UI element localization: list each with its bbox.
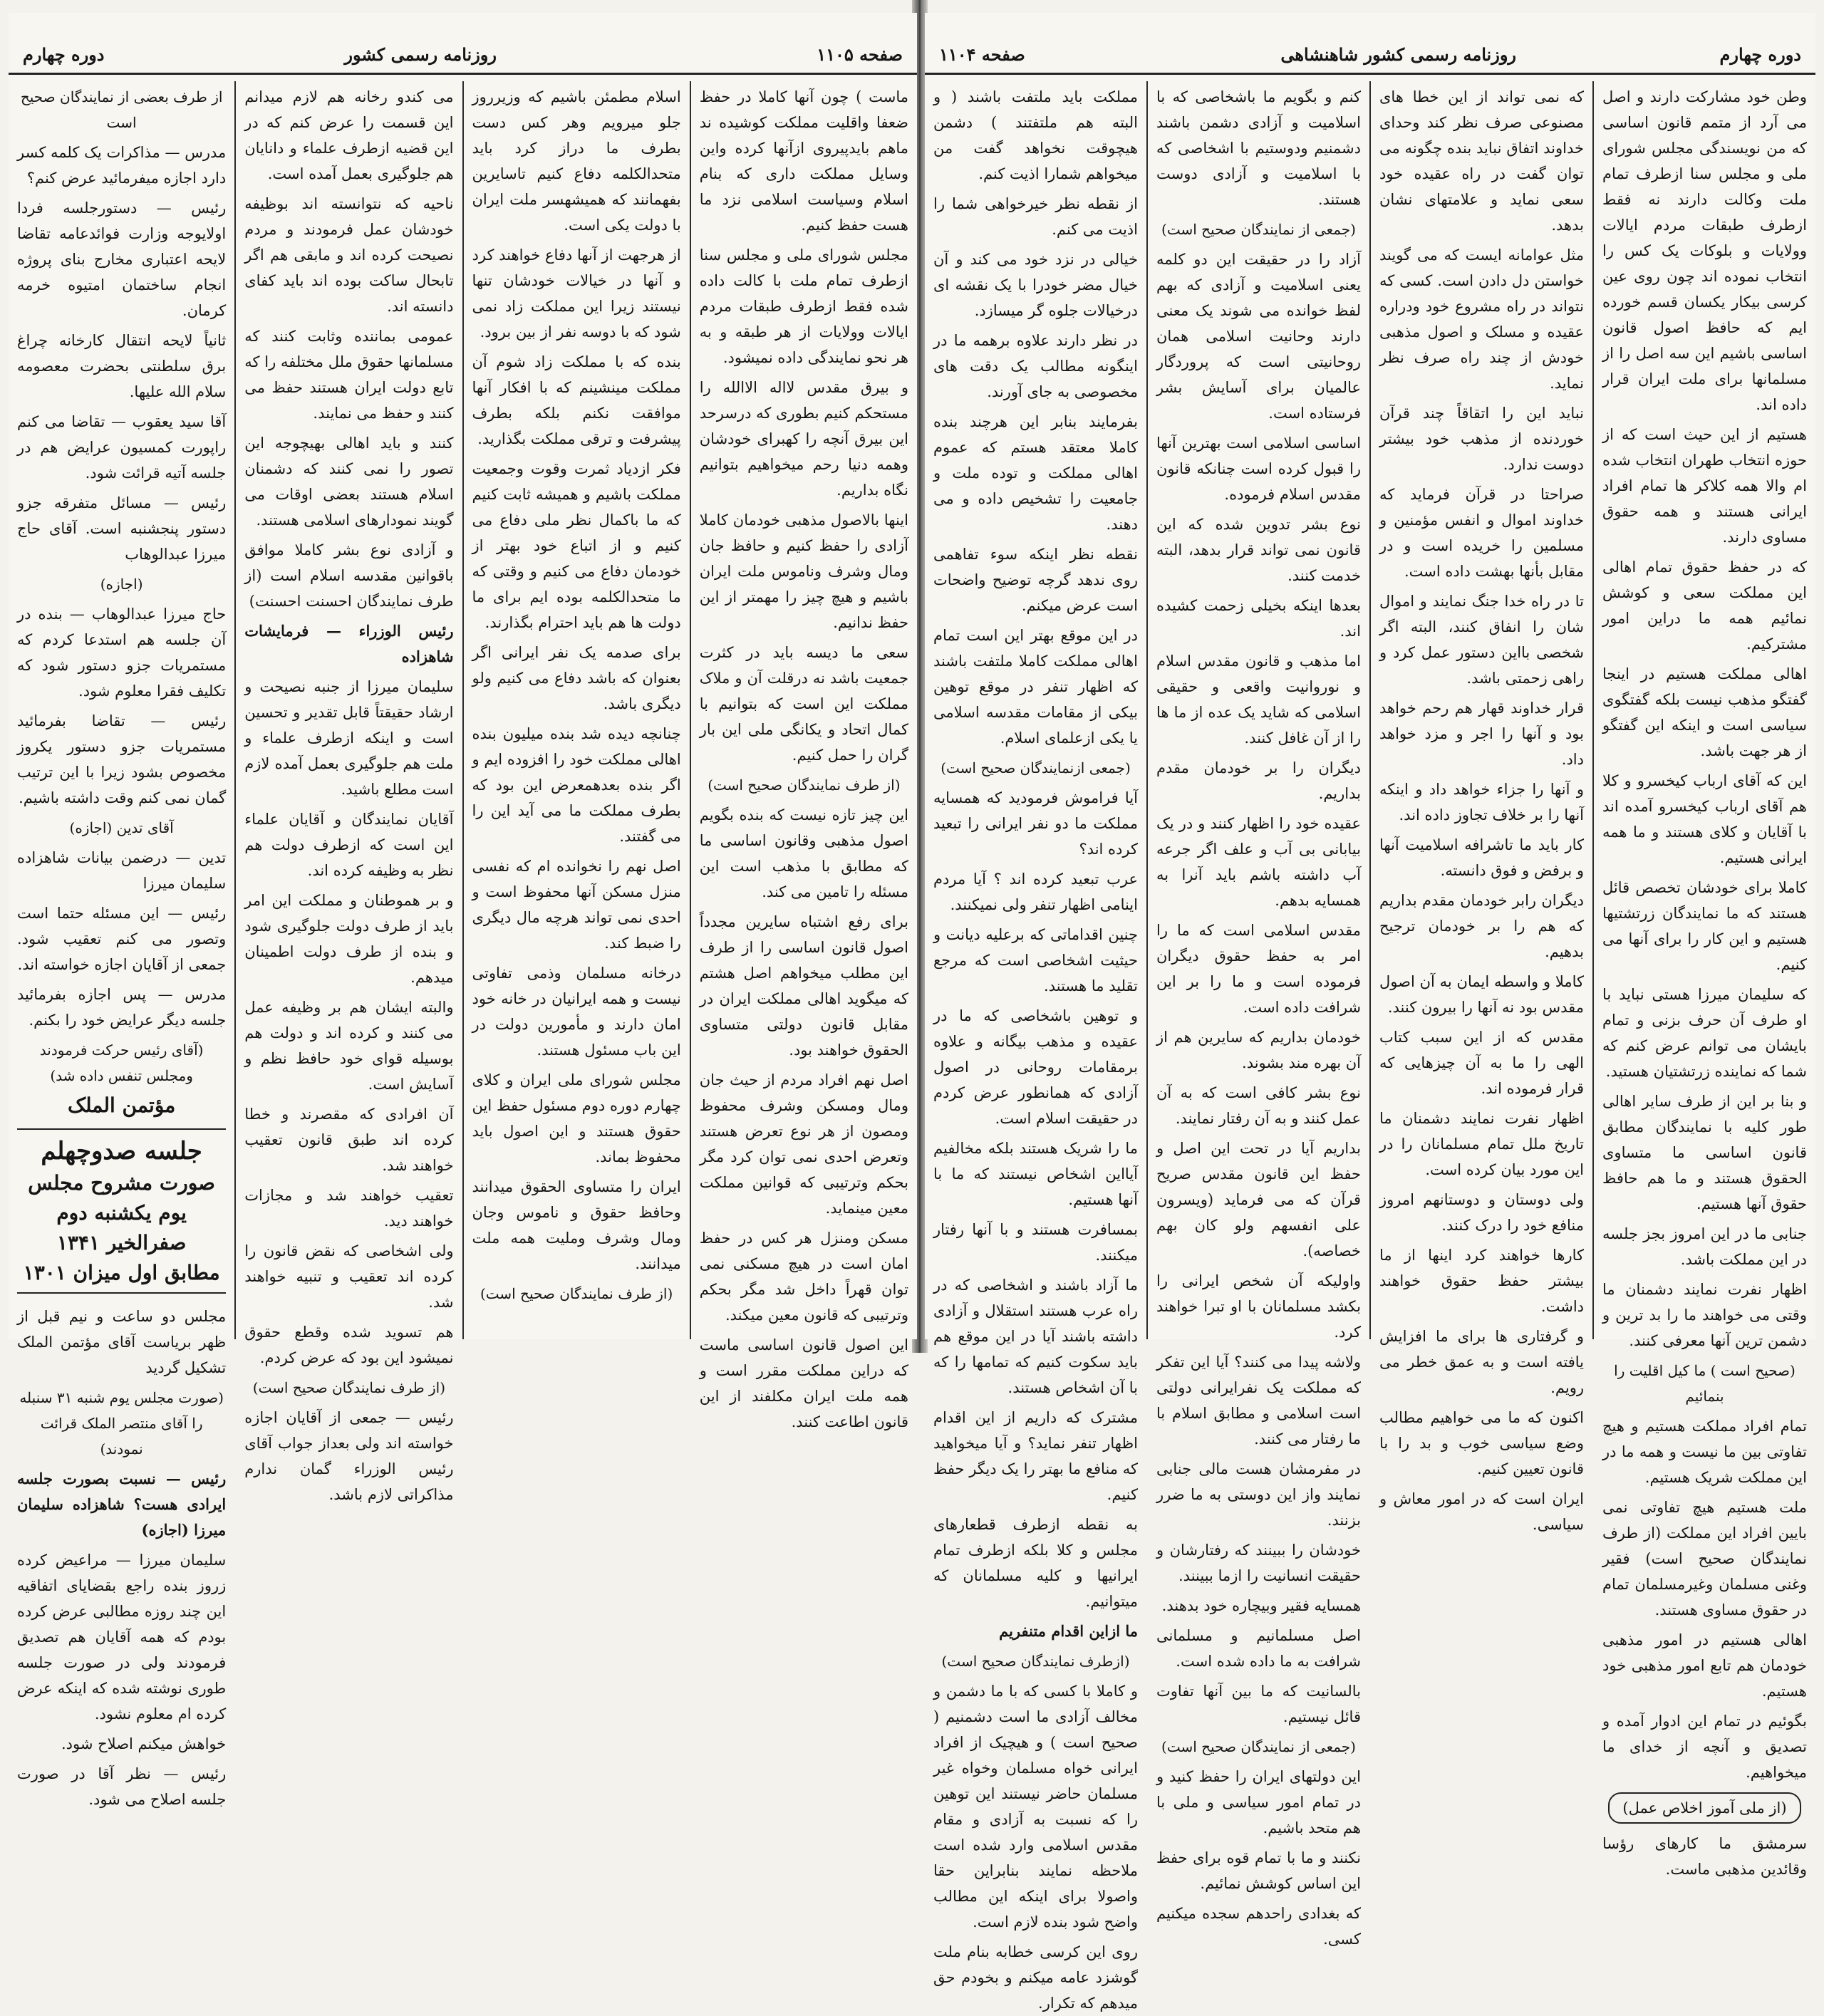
paragraph: آن افرادی که مقصرند و خطا کرده اند طبق قانون تعقیب خواهند شد. (244, 1106, 454, 1174)
paragraph: مشترک که داریم از این اقدام اظهار تنفر نماید؟ و آیا میخواهید که منافع ما بهتر را یک دیگر حفظ کنیم. (933, 1409, 1138, 1503)
paragraph: رئیس — مسائل متفرقه جزو دستور پنجشنبه است. آقای حاج میرزا عبدالوهاب (17, 494, 227, 563)
president-signature: مؤتمن الملک (67, 1093, 176, 1117)
paragraph: در مفرمشان هست مالی جنابی نمایند واز این دوستی به ما ضرر بزنند. (1156, 1460, 1361, 1529)
paragraph: و توهین باشخاصی که ما در عقیده و مذهب بیگانه و علاوه برمقامات روحانی در اصول آزادی که همانطور عرض کردم در حقیقت اسلام است. (933, 1007, 1138, 1127)
paragraph: سلیمان میرزا از جنبه نصیحت و ارشاد حقیقتاً قابل تقدیر و تحسین است و اینکه ازطرف علماء و ملت هم جلوگیری بعمل آمده لازم است مطلع باشید. (244, 678, 454, 798)
paragraph: نوع بشر تدوین شده که این قانون نمی تواند قرار بدهد، البته خدمت کنند. (1156, 516, 1361, 584)
paragraph: اهالی هستیم در امور مذهبی خودمان هم تابع امور مذهبی خود هستیم. (1602, 1631, 1807, 1700)
paragraph: واولیکه آن شخص ایرانی را بکشد مسلمانان با او تبرا خواهند کرد. (1156, 1272, 1361, 1341)
paragraph: ولی دوستان و دوستانهم امروز منافع خود را درک کنند. (1379, 1191, 1584, 1234)
paragraph: از نقطه نظر خیرخواهی شما را اذیت می کنم. (933, 195, 1138, 238)
right-col-3 (1146, 81, 1369, 1948)
paragraph: اکنون که ما می خواهیم مطالب وضع سیاسی خوب و بد را با قانون تعیین کنیم. (1379, 1409, 1584, 1477)
paragraph: خیالی در نزد خود می کند و آن خیال مضر خودرا با یک نقشه ای درخیالات جلوه گر میسازد. (933, 251, 1138, 319)
right-page-header (925, 38, 1815, 75)
paragraph: که بغدادی راحدهم سجده میکنیم کسی. (1156, 1905, 1361, 1948)
paragraph: هستیم از این حیث است که از حوزه انتخاب طهران انتخاب شده ام والا همه کلاکر ها تمام افراد ایرانی هستند و همه حقوق مساوی دارند. (1602, 426, 1807, 546)
paragraph: و کاملا با کسی که با ما دشمن و مخالف آزادی ما است دشمنیم ( صحیح است ) و هیچیک از افراد ایرانی خواه مسلمان وخواه غیر مسلمان حاضر نیستند این توهین را که نسبت به آزادی و مقام مقدس اسلامی وارد شده است ملاحظه نمایند بنابراین حقا واصولا برای اینکه این مطالب واضح شود بنده لازم است. (933, 1683, 1138, 1931)
paragraph: روی این کرسی خطابه بنام ملت گوشزد عامه میکنم و بخودم حق میدهم که تکرار. (933, 1943, 1138, 2012)
paragraph: بفرمایند بنابر این هرچند بنده کاملا معتقد هستم که عموم اهالی مملکت و توده ملت و جامعیت را تشخیص داده و می دهند. (933, 413, 1138, 533)
left-paper-name: روزنامه رسمی کشور (344, 44, 497, 65)
approval-note: (جمعی از نمایندگان صحیح است) (1161, 221, 1356, 238)
approval-note: (ازطرف نمایندگان صحیح است) (941, 1653, 1130, 1670)
right-columns (925, 81, 1815, 2012)
paragraph: مجلس شورای ملی و مجلس سنا ازطرف تمام ملت با کالت داده شده فقط ازطرف طبقات مردم ایالات وولایات از هر طبقه و به هر نحو نمایندگی داده نمیشود. (699, 246, 908, 366)
paragraph: سلیمان میرزا — مراعیض کرده زروز بنده راجع بقضایای اتفاقیه این چند روزه مطالبی عرض کرده بودم که همه آقایان هم تصدیق فرمودند ولی در صورت جلسه طوری نوشته شده که اینکه عرض کرده ام معلوم نشود. (17, 1552, 227, 1723)
approval-note: (از طرف نمایندگان صحیح است) (252, 1379, 446, 1396)
paragraph: ایران را متساوی الحقوق میدانند وحافظ حقوق و ناموس وجان ومال وشرف وملیت همه ملت میدانند. (472, 1178, 681, 1272)
right-period: دوره چهارم (1719, 44, 1801, 65)
paragraph: بداریم آیا در تحت این اصل و حفظ این قانون مقدس صریح قرآن که می فرماید (ویسرون علی انفسهم ولو کان بهم خصاصه). (1156, 1140, 1361, 1259)
paragraph: کارها خواهند کرد اینها از ما بیشتر حفظ حقوق خواهند داشت. (1379, 1247, 1584, 1315)
left-columns (9, 81, 917, 1808)
paragraph: خودشان را ببینند که رفتارشان و حقیقت انسانیت را ازما ببینند. (1156, 1542, 1361, 1584)
paragraph: اما مذهب و قانون مقدس اسلام و نوروانیت واقعی و حقیقی اسلامی که شاید یک عده از ما ها را از آن غافل کنند. (1156, 653, 1361, 747)
paragraph: کنم و بگویم ما باشخاصی که با اسلامیت و آزادی دشمن باشند دشمنیم ودوستیم با اشخاصی که با اسلامیت و آزادی دوست هستند. (1156, 88, 1361, 208)
paragraph: نکنند و ما با تمام قوه برای حفظ این اساس کوشش نمائیم. (1156, 1849, 1361, 1892)
paragraph: عمومی بماننده وثابت کنند که مسلمانها حقوق ملل مختلفه را که تابع دولت ایران هستند حفظ می کنند و حفظ می نمایند. (244, 328, 454, 422)
paragraph: نقطه نظر اینکه سوء تفاهمی روی ندهد گرچه توضیح واضحات است عرض میکنم. (933, 546, 1138, 614)
paragraph: بگوئیم در تمام این ادوار آمده و تصدیق و آنچه از خدای ما میخواهیم. (1602, 1713, 1807, 1781)
paragraph: مقدس اسلامی است که ما را امر به حفظ حقوق دیگران فرموده است و ما را بر این شرافت داده است. (1156, 922, 1361, 1016)
speaker-line: رئیس — نسبت بصورت جلسه ایرادی هست؟ شاهزاده سلیمان میرزا (اجازه) (17, 1470, 227, 1539)
approval-note: (از طرف نمایندگان صحیح است) (480, 1285, 673, 1302)
paragraph: مملکت باید ملتفت باشند ( و البته هم ملتفتند ) دشمن هیچوقت نخواهد گفت من میخواهم شمارا اذیت کنم. (933, 88, 1138, 182)
paragraph: رئیس — دستورجلسه فردا اولایوجه وزارت فوائدعامه تقاضا لایحه اعتباری مخارج بنای پروژه انجام ساختمان امتیوه خرمه کرمان. (17, 199, 227, 319)
approval-note: (صحیح است ) ما کیل اقلیت را بنمائیم (1614, 1362, 1796, 1405)
left-col-4 (9, 81, 234, 1808)
paragraph: نباید این را اتقاقاً چند قرآن خوردنده از مذهب خود بیشتر دوست ندارد. (1379, 405, 1584, 473)
paragraph: فکر ازدیاد ثمرت وقوت وجمعیت مملکت باشیم و همیشه ثابت کنیم که ما باکمال نظر ملی دفاع می کنیم و از اتباع خود بهتر از خودمان دفاع می کنیم و وقتی که ما متحدالکلمه بوده ایم برای ما دولت ها هم باید احترام بگذارند. (472, 460, 681, 631)
paragraph: رئیس — جمعی از آقایان اجازه خواسته اند ولی بعداز جواب آقای رئیس الوزراء گمان ندارم مذاکراتی لازم باشد. (244, 1409, 454, 1503)
paragraph: چنانچه دیده شد بنده میلیون بنده اهالی مملکت خود را افزوده ایم و اگر بنده بعدهمعرض این بود که بطرف مملکت ما می آید این را می گفتند. (472, 725, 681, 845)
paragraph: و بنا بر این از طرف سایر اهالی طور کلیه با نمایندگان مطابق قانون اساسی ما متساوی الحقوق هستند و ما هم حافظ حقوق آنها هستیم. (1602, 1093, 1807, 1212)
paragraph: و آزادی نوع بشر کاملا موافق باقوانین مقدسه اسلام است (از طرف نمایندگان احسنت احسنت) (244, 541, 454, 610)
paragraph: جنابی ما در این امروز بجز جلسه در این مملکت باشد. (1602, 1225, 1807, 1268)
paragraph: ولاشه پیدا می کنند؟ آیا این تفکر که مملکت یک نفرایرانی دولتی است اسلامی و مطابق اسلام با ما رفتار می کنند. (1156, 1353, 1361, 1448)
paragraph: مقدس که از این سبب کتاب الهی را ما به آن چیزهایی که قرار فرموده اند. (1379, 1029, 1584, 1097)
left-period: دوره چهارم (23, 44, 105, 65)
paragraph: عرب تبعید کرده اند ؟ آیا مردم اینامی اظهار تنفر ولی نمیکنند. (933, 871, 1138, 913)
paragraph: دیگران رابر خودمان مقدم بداریم که هم را بر خودمان ترجیح بدهیم. (1379, 892, 1584, 960)
left-col-2 (462, 81, 690, 1339)
paragraph: این اصول قانون اساسی ماست که دراین مملکت مقرر است و همه ملت ایران مکلفند از این قانون اطاعت کنند. (699, 1336, 908, 1430)
paragraph: اینها بالاصول مذهبی خودمان کاملا آزادی را حفظ کنیم و حافظ جان ومال وشرف وناموس ملت ایران باشیم و هیچ چیز را مهمتر از این حفظ ندانیم. (699, 511, 908, 631)
approval-note: (جمعی از نمایندگان صحیح است) (1161, 1738, 1356, 1755)
minutes-note: (صورت مجلس یوم شنبه ۳۱ سنبله را آقای منتصر الملک قرائت نمودند) (19, 1389, 224, 1458)
left-col-1 (690, 81, 917, 1430)
paragraph: رئیس — تقاضا بفرمائید مستمریات جزو دستور یکروز مخصوص بشود زیرا با این ترتیب گمان نمی کنم وقت داشته باشیم. (17, 712, 227, 806)
paragraph: خواهش میکنم اصلاح شود. (61, 1735, 227, 1752)
paragraph: اصل نهم را نخوانده ام که نفسی منزل مسکن آنها محفوظ است و احدی نمی تواند هرچه مال دیگری را ضبط کند. (472, 858, 681, 952)
paragraph: آقایان نمایندگان و آقایان علماء این است که ازطرف دولت هم نظر به وظیفه کرده اند. (244, 811, 454, 879)
paragraph: نوع بشر کافی است که به آن عمل کنند و به آن رفتار نمایند. (1156, 1084, 1361, 1127)
paragraph: ثانیاً لایحه انتقال کارخانه چراغ برق سلطنتی بحضرت معصومه سلام الله علیها. (17, 332, 227, 400)
paragraph: خودمان بداریم که سایرین هم از آن بهره مند بشوند. (1156, 1029, 1361, 1071)
right-col-1 (1592, 81, 1815, 1878)
paragraph: سرمشق ما کارهای رؤسا وقائدین مذهبی ماست. (1602, 1835, 1807, 1878)
paragraph: حاج میرزا عبدالوهاب — بنده در آن جلسه هم استدعا کردم که مستمریات جزو دستور شود که تکلیف فقرا معلوم شود. (17, 606, 227, 700)
paragraph: همسایه فقیر وبیچاره خود بدهند. (1161, 1597, 1361, 1614)
paragraph: این که آقای ارباب کیخسرو و کلا هم آقای ارباب کیخسرو آمده اند با آقایان و کلای هستند و ما همه ایرانی هستیم. (1602, 772, 1807, 866)
paragraph: مسکن ومنزل هر کس در حفظ امان است در هیچ مسکنی نمی توان قهراً داخل شد مگر بحکم وترتیبی که قانون معین میکند. (699, 1230, 908, 1324)
paragraph: مدرس — مذاکرات یک کلمه کسر دارد اجازه میفرمائید عرض کنم؟ (17, 144, 227, 187)
session-number: جلسه صدوچهلم (41, 1137, 202, 1165)
right-page (925, 13, 1815, 2012)
left-page-header (9, 38, 917, 75)
paragraph: و بر هموطنان و مملکت این امر باید از طرف دولت جلوگیری شود و بنده از طرف دولت اطمینان میدهم. (244, 892, 454, 986)
paragraph: تا در راه خدا جنگ نمایند و اموال شان را انفاق کنند، البته اگر شخصی بااین دستور عمل کرد و راهی زحمتی باشد. (1379, 593, 1584, 687)
right-col-4 (925, 81, 1146, 2012)
approval-note: (از طرف نمایندگان صحیح است) (708, 776, 901, 794)
paragraph: مجلس دو ساعت و نیم قبل از ظهر بریاست آقای مؤتمن الملک تشکیل گردید (17, 1308, 227, 1376)
paragraph: که سلیمان میرزا هستی نباید با او طرف آن حرف بزنی و تمام بایشان می توانم عرض کنم که شما که نماینده زرتشتیان هستید. (1602, 986, 1807, 1080)
paragraph: چنین اقداماتی که برعلیه دیانت و حیثیت اشخاصی است که مرجع تقلید ما هستند. (933, 926, 1138, 994)
paragraph: برای رفع اشتباه سایرین مجدداً اصول قانون اساسی را از طرف این مطلب میخواهم اصل هشتم که میگوید اهالی مملکت ایران در مقابل قانون دولتی متساوی الحقوق خواهند بود. (699, 913, 908, 1059)
paragraph: ایران است که در امور معاش و سیاسی. (1379, 1490, 1584, 1533)
paragraph: کنند و باید اهالی بهیچوجه این تصور را نمی کنند که دشمنان اسلام هستند بعضی اوقات می گویند نمودارهای اسلامی هستند. (244, 435, 454, 529)
recess-note: (آقای رئیس حرکت فرمودند ومجلس تنفس داده شد) (39, 1041, 204, 1084)
permission-note: (اجازه) (100, 576, 143, 593)
paragraph: صراحتا در قرآن فرماید که خداوند اموال و انفس مؤمنین و مسلمین را خریده است و در مقابل بأنها بهشت داده است. (1379, 486, 1584, 580)
left-page-number: صفحه ۱۱۰۵ (817, 44, 903, 65)
paragraph: ملت هستیم هیچ تفاوتی نمی بایین افراد این مملکت (از طرف نمایندگان صحیح است) فقیر وغنی مسلمان وغیرمسلمان تمام در حقوق مساوی هستند. (1602, 1499, 1807, 1618)
paragraph: به نقطه ازطرف قطعارهای مجلس و کلا بلکه ازطرف تمام ایرانیها و کلیه مسلمانان که میتوانیم. (933, 1516, 1138, 1610)
paragraph: اهالی مملکت هستیم در اینجا گفتگو مذهب نیست بلکه گفتگوی سیاسی است و اینکه این گفتگو از هر جهت باشد. (1602, 665, 1807, 759)
paragraph: سعی ما دیسه باید در کثرت جمعیت باشد نه درقلت آن و ملاک مملکت این است که بتوانیم با کمال اتحاد و یکانگی ملی این بار گران را حمل کنیم. (699, 644, 908, 764)
paragraph: این دولتهای ایران را حفظ کنید و در تمام امور سیاسی و ملی با هم متحد باشیم. (1156, 1768, 1361, 1836)
paragraph: اظهار نفرت نمایند دشمنان ما وقتی می خواهند ما را بد ترین و دشمن ترین آنها معرفی کنند. (1602, 1281, 1807, 1349)
paragraph: بمسافرت هستند و با آنها رفتار میکنند. (933, 1221, 1138, 1264)
paragraph: ما را شریک هستند بلکه مخالفیم آیااین اشخاص نیستند که ما با آنها هستیم. (933, 1140, 1138, 1208)
paragraph: می کندو رخانه هم لازم میدانم این قسمت را عرض کنم که در این قضیه ازطرف علماء و دانایان هم جلوگیری بعمل آمده است. (244, 88, 454, 182)
paragraph: برای صدمه یک نفر ایرانی اگر بعنوان که باشد دفاع می کنیم ولو دیگری باشد. (472, 644, 681, 712)
paragraph: کاملا و واسطه ایمان به آن اصول مقدس بود نه آنها را بیرون کنند. (1379, 973, 1584, 1016)
paragraph: در این موقع بهتر این است تمام اهالی مملکت کاملا ملتفت باشند که اظهار تنفر در موقع توهین بیکی از مقامات مقدسه اسلامی یا یکی ازعلمای اسلام. (933, 627, 1138, 747)
permission-note: آقای تدین (اجازه) (69, 819, 174, 836)
paragraph: مثل عوامانه ایست که می گویند خواستن دل دادن است. کسی که نتواند در راه مشروع خود ودراره عقیده و مسلک و اصول مذهبی خودش از چند راه صرف نظر نماید. (1379, 246, 1584, 392)
paragraph: قرار خداوند قهار هم رحم خواهد بود و آنها را اجر و مزد خواهد داد. (1379, 700, 1584, 768)
quote-box: (از ملی آموز اخلاص عمل) (1608, 1792, 1801, 1824)
paragraph: آیا فراموش فرمودید که همسایه مملکت ما دو نفر ایرانی را تبعید کرده اند؟ (933, 789, 1138, 858)
left-col-3 (234, 81, 462, 1503)
paragraph: بنده که با مملکت زاد شوم آن مملکت مینشینم که با افکار آنها موافقت نکنم بلکه بطرف پیشرفت و ترقی مملکت بگذارید. (472, 353, 681, 447)
session-date: صورت مشروح مجلس یوم یکشنبه دوم صفرالخیر ۱۳۴۱ (28, 1171, 215, 1254)
paragraph: و بیرق مقدس لااله الاالله را مستحکم کنیم بطوری که درسرحد این بیرق آنچه را کهبرای خودشان وهمه دنیا رحم میخواهیم بتوانیم نگاه بداریم. (699, 379, 908, 499)
paragraph: درخانه مسلمان وذمی تفاوتی نیست و همه ایرانیان در خانه خود امان دارند و مأمورین دولت در این باب مسئول هستند. (472, 965, 681, 1059)
paragraph: دیگران را بر خودمان مقدم بداریم. (1156, 759, 1361, 802)
paragraph: ناحیه که نتوانسته اند بوظیفه خودشان عمل فرمودند و مردم نصیحت کرده اند و مابقی هم اگر تابحال ساکت بوده اند باید کفای دانسته اند. (244, 195, 454, 315)
paragraph: اصل مسلمانیم و مسلمانی شرافت به ما داده شده است. (1156, 1627, 1361, 1670)
paragraph: این چیز تازه نیست که بنده بگویم اصول مذهبی وقانون اساسی ما که مطابق با مذهب است این مسئله را تامین می کند. (699, 806, 908, 900)
speaker-line: رئیس الوزراء — فرمایشات شاهزاده (244, 622, 454, 665)
paragraph: مجلس شورای ملی ایران و کلای چهارم دوره دوم مسئول حفظ این حقوق هستند و این اصول باید محفوظ بماند. (472, 1071, 681, 1165)
paragraph: کار باید ما تاشرافه اسلامیت آنها و برفض و فوق دانسته. (1379, 836, 1584, 879)
paragraph: هم تسوید شده وقطع حقوق نمیشود این بود که عرض کردم. (244, 1324, 454, 1366)
paragraph: تعقیب خواهند شد و مجازات خواهند دید. (244, 1187, 454, 1230)
paragraph: بالسانیت که ما بین آنها تفاوت قائل نیستیم. (1156, 1683, 1361, 1725)
paragraph: تدین — درضمن بیانات شاهزاده سلیمان میرزا (17, 849, 227, 892)
paragraph: بعدها اینکه بخیلی زحمت کشیده اند. (1156, 597, 1361, 640)
paragraph: اظهار نفرت نمایند دشمنان ما تاریخ ملل تمام مسلمانان را در این مورد بیان کرده است. (1379, 1110, 1584, 1178)
paragraph: والبته ایشان هم بر وظیفه عمل می کنند و کرده اند و دولت هم بوسیله قوای خود حافظ نظم و آسایش است. (244, 999, 454, 1093)
left-page (9, 13, 917, 1808)
right-col-2 (1369, 81, 1592, 1533)
session-title-box (17, 1128, 226, 1294)
paragraph: ماست ) چون آنها کاملا در حفظ ضعفا واقلیت مملکت کوشیده ند ماهم بایدپیروی ازآنها کرده واین وسایل مملکت داری که بنام اسلام وسیاست اسلامی نزد ما هست حفظ کنیم. (699, 88, 908, 234)
paragraph: عقیده خود را اظهار کنند و در یک بیابانی بی آب و علف اگر جرعه آب داشته باشم باید آنرا به همسایه بدهم. (1156, 815, 1361, 909)
paragraph: که نمی تواند از این خطا های مصنوعی صرف نظر کند وحدای خداوند اتفاق نباید بنده چگونه می توان گفت در راه عقیده خود سعی نماید و علامتهای نشان بدهد. (1379, 88, 1584, 234)
paragraph: ولی اشخاصی که نقض قانون را کرده اند تعقیب و تنبیه خواهند شد. (244, 1242, 454, 1311)
paragraph: اصل نهم افراد مردم از حیث جان ومال ومسکن وشرف محفوظ ومصون از هر نوع تعرض هستند وتعرض احدی نمی توان کرد مگر بحکم وترتیبی که قوانین مملکت معین مینماید. (699, 1071, 908, 1217)
paragraph: که در حفظ حقوق تمام اهالی این مملکت سعی و کوشش نمائیم همه ما دراین امور مشترکیم. (1602, 558, 1807, 653)
right-paper-name: روزنامه رسمی کشور شاهنشاهی (1280, 44, 1516, 65)
emphasis-line: ما ازاین اقدام متنفریم (999, 1622, 1138, 1640)
paragraph: از هرجهت از آنها دفاع خواهند کرد و آنها در خیالات خودشان تنها نیستند زیرا این مملکت زاد نمی شود که با دوسه نفر از بین برود. (472, 246, 681, 341)
session-date-solar: مطابق اول میزان ۱۳۰۱ (23, 1261, 220, 1284)
paragraph: ما آزاد باشند و اشخاصی که در راه عرب هستند استقلال و آزادی داشته باشند آیا در این موقع هم باید سکوت کنیم که تمامها را که با آن اشخاص هستند. (933, 1277, 1138, 1396)
paragraph: و آنها را جزاء خواهد داد و اینکه آنها را بر خلاف تجاوز داده اند. (1379, 781, 1584, 823)
paragraph: و گرفتاری ها برای ما افزایش یافته است و به عمق خطر می رویم. (1379, 1328, 1584, 1396)
paragraph: وطن خود مشارکت دارند و اصل می آرد از متمم قانون اساسی که من نویسندگی مجلس شورای ملی و مجلس سنا ازطرف تمام ملت وکالت دارند نه فقط ازطرف طبقات مردم ایالات وولایات و بلوکات یک کس را انتخاب نموده اند چون روی عین کرسی بیکار یکسان قسم خورده ایم که حافظ اصول قانون اساسی باشیم این سه اصل را از مسلمانها برای ملت ایران قرار داده اند. (1602, 88, 1807, 413)
paragraph: در نظر دارند علاوه برهمه ما در اینگونه مطالب یک دقت های مخصوصی به جای آورند. (933, 332, 1138, 400)
paragraph: مدرس — پس اجازه بفرمائید جلسه دیگر عرایض خود را بکنم. (17, 986, 227, 1029)
paragraph: رئیس — نظر آقا در صورت جلسه اصلاح می شود. (17, 1765, 227, 1808)
paragraph: کاملا برای خودشان تخصص قائل هستند که ما نمایندگان زرتشتیها هستیم و این کار را برای آنها می کنیم. (1602, 879, 1807, 973)
paragraph: رئیس — این مسئله حتما است وتصور می کنم تعقیب شود. جمعی از آقایان اجازه خواسته اند. (17, 905, 227, 973)
approval-note: (جمعی ازنمایندگان صحیح است) (940, 759, 1131, 776)
right-page-number: صفحه ۱۱۰۴ (939, 44, 1025, 65)
paragraph: تمام افراد مملکت هستیم و هیچ تفاوتی بین ما نیست و همه ما در این مملکت شریک هستیم. (1602, 1418, 1807, 1486)
paragraph: آزاد را در حقیقت این دو کلمه یعنی اسلامیت و آزادی که بهم لفظ خوانده می شوند یک معنی دارند وحانیت اسلامی همان روحانیتی است که پروردگار عالمیان برای آسایش بشر فرستاده است. (1156, 251, 1361, 422)
paragraph: اسلام مطمئن باشیم که وزیرروز جلو میرویم وهر کس دست بطرف ما دراز کرد باید متحدالکلمه دفاع کنیم تاسایرین بفهمانند که همیشهسر ملت ایران با دولت یکی است. (472, 88, 681, 234)
paragraph: اساسی اسلامی است بهترین آنها را قبول کرده است چنانکه قانون مقدس اسلام فرموده. (1156, 435, 1361, 503)
approval-note: از طرف بعضی از نمایندگان صحیح است (20, 88, 223, 131)
paragraph: آقا سید یعقوب — تقاضا می کنم راپورت کمسیون عرایض هم در جلسه آتیه قرائت شود. (17, 413, 227, 482)
